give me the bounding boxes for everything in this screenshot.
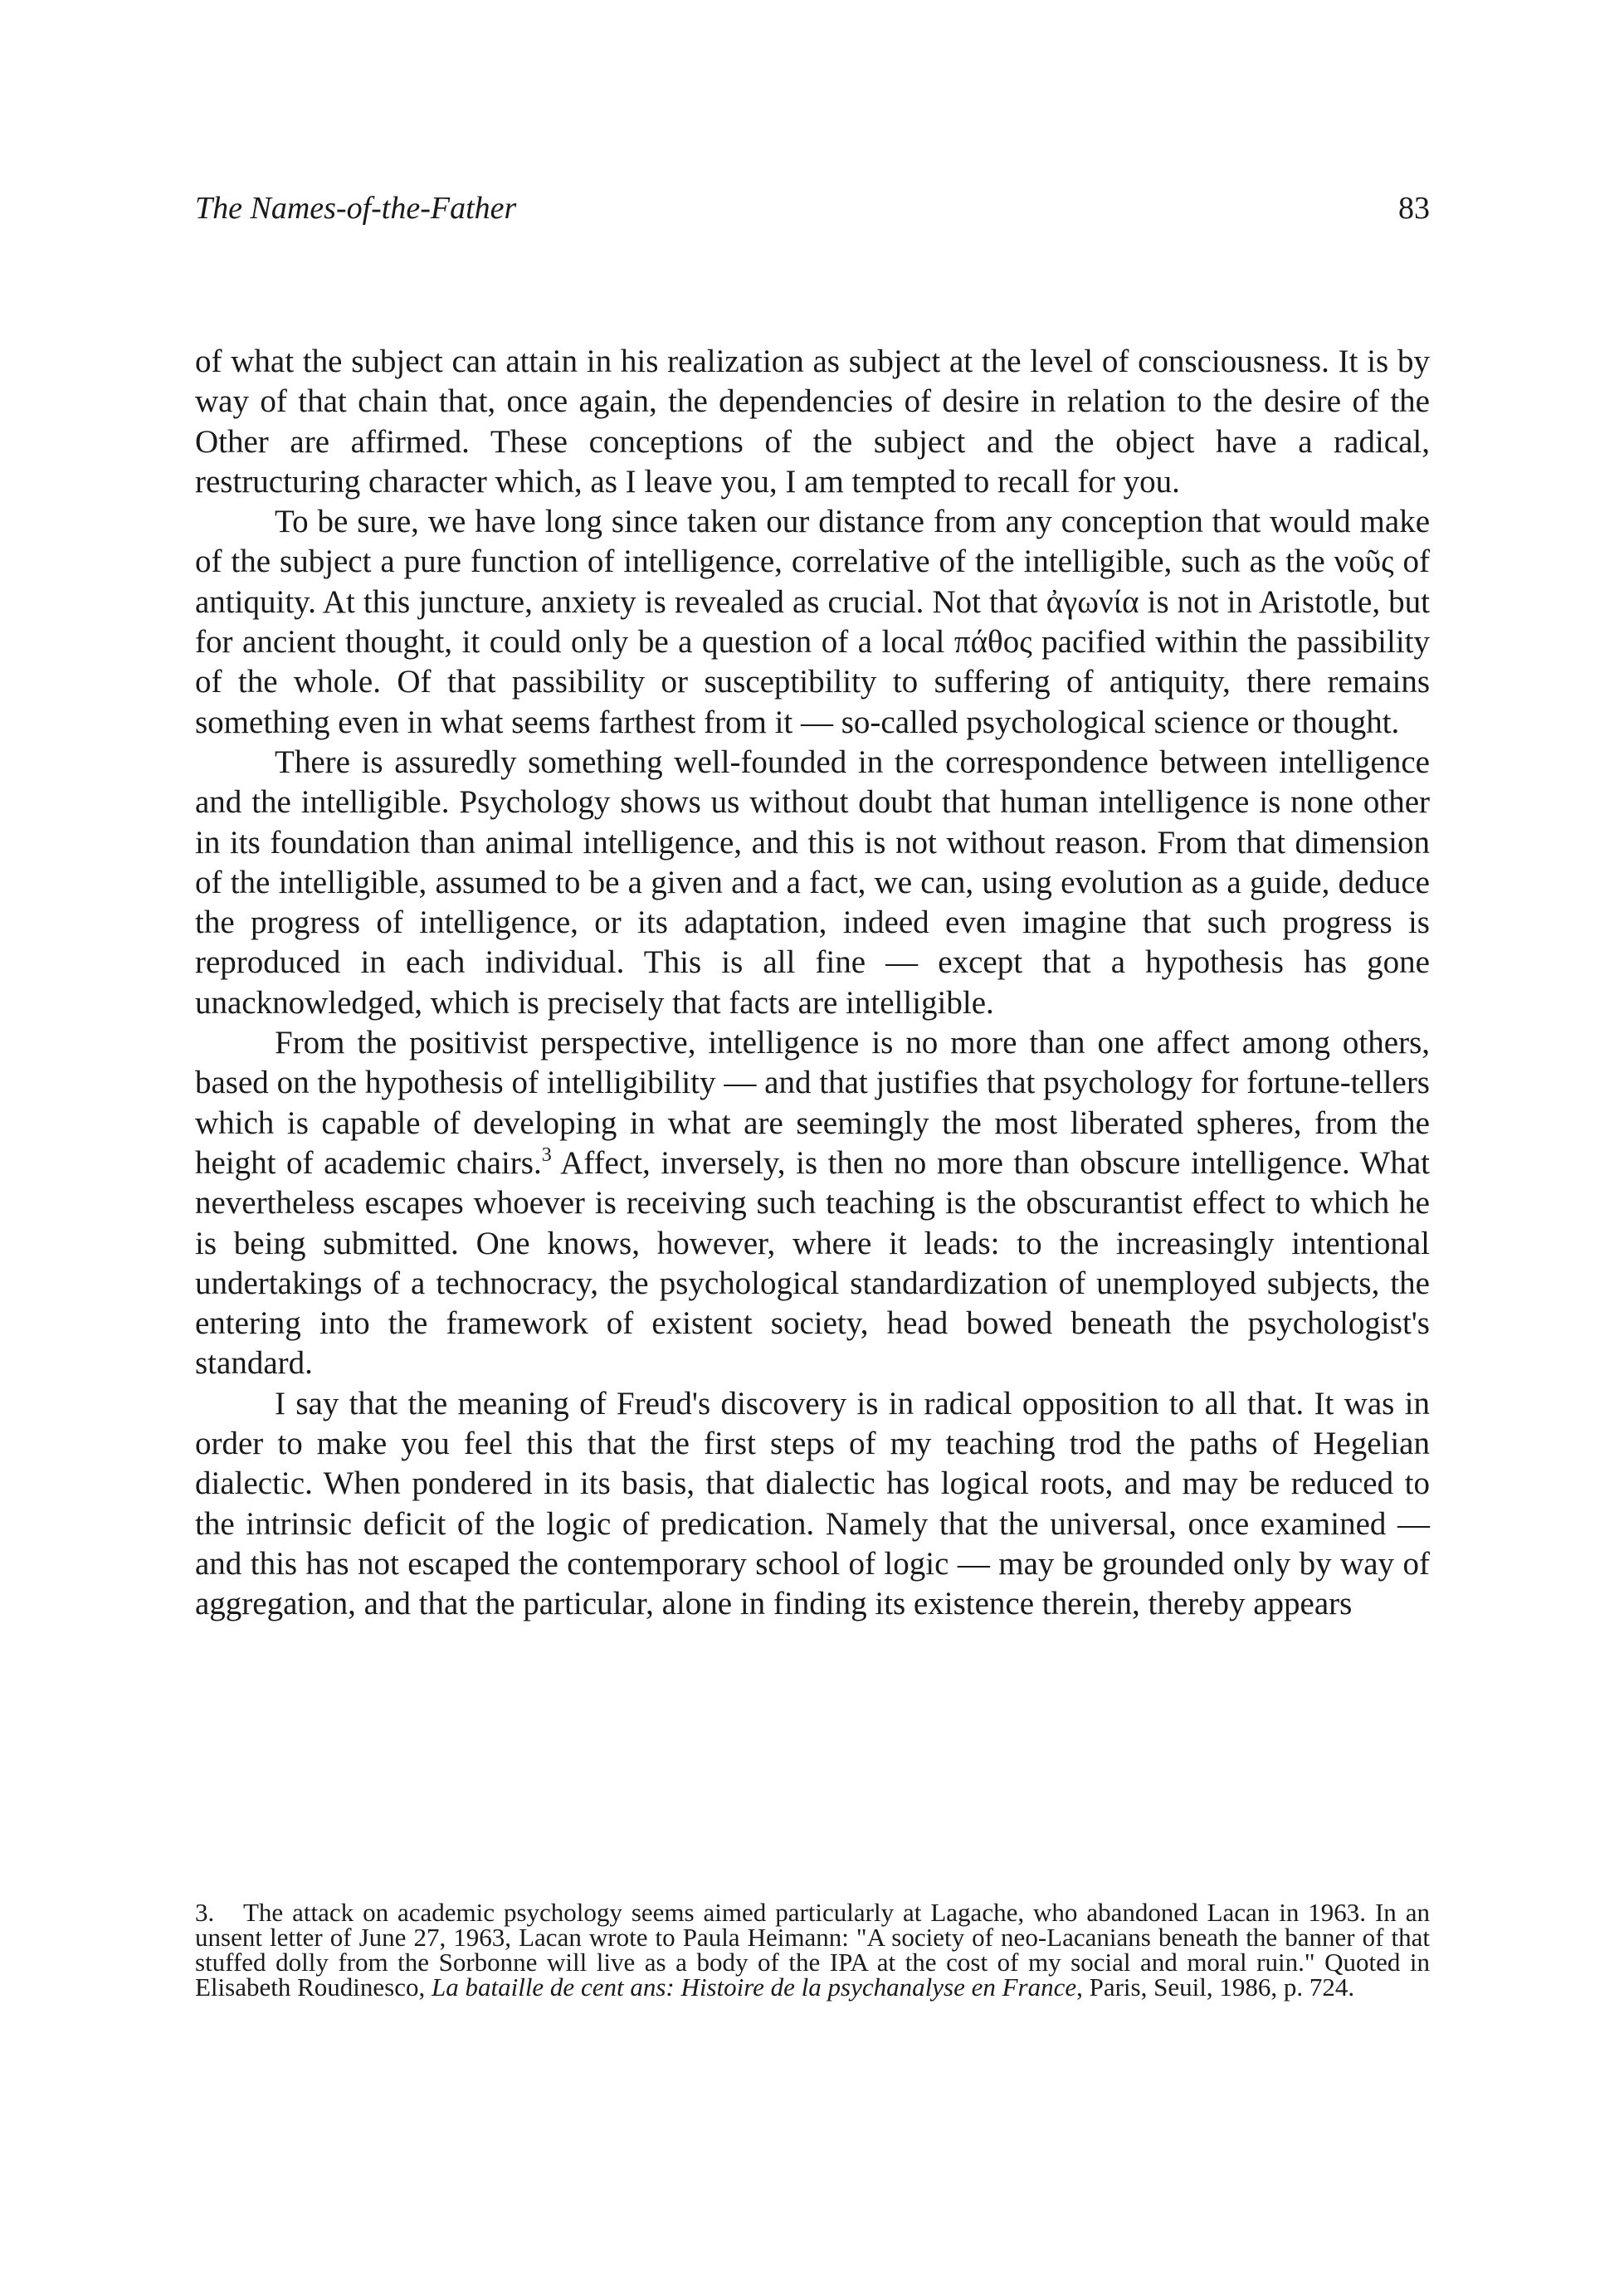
paragraph-3: There is assuredly something well-founded in the correspondence between intelligence and the intelligible. Psychology shows us without doubt that human intelligence is none other in its foundation than animal intelligence, and this is not without reason. From that dimension of the intelligible, assumed to be a given and a fact, we can, using evolution as a guide, deduce the progress of intelligence, or its adaptation, indeed even imagine that such progress is reproduced in each individual. This is all fine — except that a hypothesis has gone unacknowledged, which is precisely that facts are intelligible. xyxy=(195,744,1430,1021)
footnotes xyxy=(195,1900,1430,2000)
footnote-3 xyxy=(195,1900,1430,2000)
paragraph-2-part-b: of antiquity. At this juncture, anxiety is revealed as crucial. Not that xyxy=(195,544,1430,620)
page-number: 83 xyxy=(1398,191,1430,226)
footnote-book-title: La bataille de cent ans: Histoire de la psychanalyse en France xyxy=(431,1972,1077,2002)
greek-word-pathos: πάθος xyxy=(953,624,1032,661)
footnote-text: The attack on academic psychology seems aimed particularly at Lagache, who abandoned Lacan in 1963. In an unsent letter of June 27, 1963, Lacan wrote to Paula Heimann: "A society of neo-Lacanians beneath the banner of that stuffed dolly from the Sorbonne will live as a body of the IPA at the cost of my social and moral ruin." Quoted in Elisabeth Roudinesco, xyxy=(195,1898,1430,2002)
running-head xyxy=(195,188,1430,229)
paragraph-4 xyxy=(195,1023,1430,1384)
paragraph-2-part-d: pacified within the passibility of the whole. Of that passibility or susceptibility to suffering of antiquity, there remains something even in what seems farthest from it — so-called psychological science or thought. xyxy=(195,624,1431,740)
paragraph-2 xyxy=(195,502,1430,743)
footnote-tail: , Paris, Seuil, 1986, p. 724. xyxy=(1076,1972,1355,2002)
footnote-reference[interactable]: 3 xyxy=(541,1143,552,1166)
paragraph-1: of what the subject can attain in his realization as subject at the level of consciousness. It is by way of that chain that, once again, the dependencies of desire in relation to the desire of the Other are affirmed. These conceptions of the subject and the object have a radical, restructuring character which, as I leave you, I am tempted to recall for you. xyxy=(195,344,1430,500)
paragraph-5: I say that the meaning of Freud's discovery is in radical opposition to all that. It was in order to make you feel this that the first steps of my teaching trod the paths of Hegelian dialectic. When pondered in its basis, that dialectic has logical roots, and may be reduced to the intrinsic deficit of the logic of predication. Namely that the universal, once examined — and this has not escaped the contemporary school of logic — may be grounded only by way of aggregation, and that the particular, alone in finding its existence therein, thereby appears xyxy=(195,1385,1430,1622)
paragraph-2-part-a: To be sure, we have long since taken our distance from any conception that would make of the subject a pure function of intelligence, correlative of the intelligible, such as the xyxy=(195,504,1430,580)
body-text xyxy=(195,342,1430,1625)
greek-word-agonia: ἀγωνία xyxy=(1046,583,1139,620)
paragraph-4-part-a: From the positivist perspective, intelligence is no more than one affect among others, based on the hypothesis of intelligibility — and that justifies that psychology for fortune-tellers which is capable of developing in what are seemingly the most liberated spheres, from the height of academic chairs. xyxy=(195,1025,1430,1181)
paragraph-4-part-b: Affect, inversely, is then no more than obscure intelligence. What nevertheless escapes whoever is receiving such teaching is the obscurantist effect to which he is being submitted. One knows, however, where it leads: to the increasingly intentional undertakings of a technocracy, the psychological standardization of unemployed subjects, the entering into the framework of existent society, head bowed beneath the psychologist's standard. xyxy=(195,1144,1431,1382)
footnote-number: 3. xyxy=(195,1898,215,1927)
running-title: The Names-of-the-Father xyxy=(195,191,517,226)
paragraph-2-part-c: is not in Aristotle, but for ancient thought, it could only be a question of a local xyxy=(195,583,1430,661)
greek-word-nous: νοῦς xyxy=(1334,544,1394,580)
